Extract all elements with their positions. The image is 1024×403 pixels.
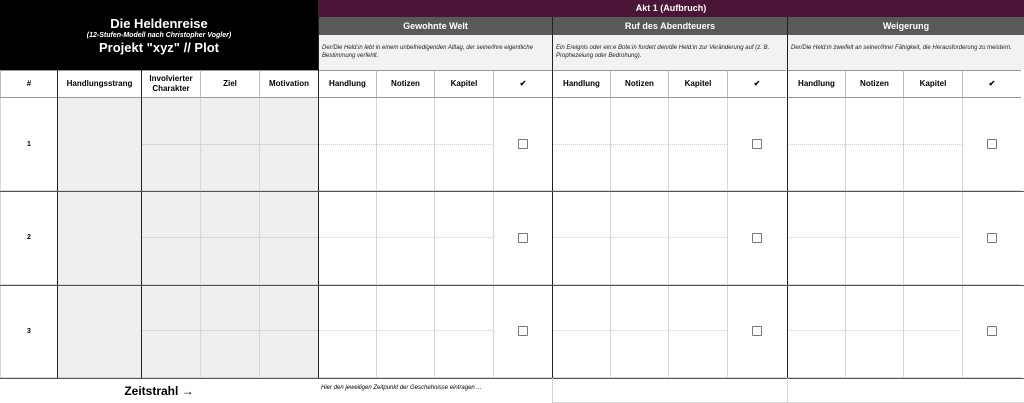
chapter-cell[interactable]	[903, 238, 962, 285]
done-checkbox[interactable]	[518, 326, 528, 336]
row-number: 1	[0, 98, 57, 191]
divider-line	[318, 17, 319, 378]
goal-cell[interactable]	[200, 238, 259, 285]
chapter-cell[interactable]	[434, 331, 493, 378]
character-cell[interactable]	[141, 238, 200, 285]
stage-column-header: ✔	[962, 70, 1021, 98]
timeline-cell[interactable]	[787, 378, 1024, 403]
notes-cell[interactable]	[376, 98, 434, 145]
timeline-label: Zeitstrahl →	[124, 383, 194, 398]
divider-line	[787, 17, 788, 378]
plot-cell[interactable]	[552, 191, 610, 238]
done-checkbox[interactable]	[518, 233, 528, 243]
column-header: Motivation	[259, 70, 318, 98]
timeline-cell[interactable]	[552, 378, 787, 403]
chapter-cell[interactable]	[668, 98, 727, 145]
column-header: Involvierter Charakter	[141, 70, 200, 98]
stage-header-3: Weigerung	[787, 17, 1024, 35]
notes-cell[interactable]	[610, 238, 668, 285]
stage-column-header: Kapitel	[903, 70, 962, 98]
goal-cell[interactable]	[200, 331, 259, 378]
done-cell	[493, 285, 552, 378]
plot-cell[interactable]	[318, 98, 376, 145]
timeline-hint[interactable]: Hier den jeweiligen Zeitpunkt der Geschehnisse eintragen ...	[321, 385, 482, 391]
column-header: Ziel	[200, 70, 259, 98]
notes-cell[interactable]	[376, 238, 434, 285]
stage-column-header: Kapitel	[668, 70, 727, 98]
plot-cell[interactable]	[787, 145, 845, 191]
notes-cell[interactable]	[845, 238, 903, 285]
character-cell[interactable]	[141, 98, 200, 145]
row-number: 3	[0, 285, 57, 378]
notes-cell[interactable]	[376, 285, 434, 331]
done-checkbox[interactable]	[752, 326, 762, 336]
chapter-cell[interactable]	[434, 285, 493, 331]
chapter-cell[interactable]	[903, 285, 962, 331]
character-cell[interactable]	[141, 285, 200, 331]
goal-cell[interactable]	[200, 285, 259, 331]
stage-header-1: Gewohnte Welt	[318, 17, 552, 35]
plot-cell[interactable]	[787, 285, 845, 331]
done-cell	[962, 98, 1021, 191]
notes-cell[interactable]	[610, 331, 668, 378]
divider-line	[552, 17, 553, 378]
plot-cell[interactable]	[318, 238, 376, 285]
storyline-cell[interactable]	[57, 191, 141, 285]
motivation-cell[interactable]	[259, 331, 318, 378]
notes-cell[interactable]	[845, 285, 903, 331]
goal-cell[interactable]	[200, 145, 259, 191]
plot-cell[interactable]	[318, 331, 376, 378]
notes-cell[interactable]	[610, 191, 668, 238]
chapter-cell[interactable]	[434, 98, 493, 145]
motivation-cell[interactable]	[259, 145, 318, 191]
motivation-cell[interactable]	[259, 98, 318, 145]
plot-cell[interactable]	[787, 191, 845, 238]
divider-line	[141, 70, 142, 378]
chapter-cell[interactable]	[903, 145, 962, 191]
notes-cell[interactable]	[376, 145, 434, 191]
plot-cell[interactable]	[552, 98, 610, 145]
stage-column-header: Notizen	[610, 70, 668, 98]
stage-header-2: Ruf des Abendteuers	[552, 17, 787, 35]
goal-cell[interactable]	[200, 98, 259, 145]
stage-description-2: Ein Ereignis oder ein:e Bote:in fordert den/die Held:in zur Veränderung auf (z. B. Prophezeiung oder Bedrohung).	[552, 35, 787, 70]
done-cell	[727, 191, 786, 285]
stage-column-header: Handlung	[787, 70, 845, 98]
row-divider	[0, 191, 1024, 192]
character-cell[interactable]	[141, 191, 200, 238]
notes-cell[interactable]	[610, 285, 668, 331]
plot-cell[interactable]	[552, 145, 610, 191]
stage-column-header: Notizen	[845, 70, 903, 98]
done-cell	[727, 98, 786, 191]
divider-line	[57, 70, 58, 378]
chapter-cell[interactable]	[434, 238, 493, 285]
row-number: 2	[0, 191, 57, 285]
notes-cell[interactable]	[845, 191, 903, 238]
motivation-cell[interactable]	[259, 285, 318, 331]
plot-cell[interactable]	[787, 238, 845, 285]
done-checkbox[interactable]	[987, 326, 997, 336]
chapter-cell[interactable]	[903, 98, 962, 145]
notes-cell[interactable]	[610, 98, 668, 145]
plot-cell[interactable]	[787, 331, 845, 378]
done-cell	[727, 285, 786, 378]
column-header: Handlungsstrang	[57, 70, 141, 98]
title-block	[0, 0, 318, 70]
done-cell	[493, 191, 552, 285]
plot-cell[interactable]	[318, 285, 376, 331]
done-checkbox[interactable]	[752, 139, 762, 149]
character-cell[interactable]	[141, 145, 200, 191]
chapter-cell[interactable]	[668, 238, 727, 285]
chapter-cell[interactable]	[903, 331, 962, 378]
project-title: Projekt "xyz" // Plot	[99, 39, 219, 55]
done-checkbox[interactable]	[518, 139, 528, 149]
stage-column-header: Kapitel	[434, 70, 493, 98]
chapter-cell[interactable]	[668, 191, 727, 238]
chapter-cell[interactable]	[434, 191, 493, 238]
plot-cell[interactable]	[787, 98, 845, 145]
chapter-cell[interactable]	[903, 191, 962, 238]
stage-column-header: Handlung	[318, 70, 376, 98]
plot-cell[interactable]	[318, 145, 376, 191]
motivation-cell[interactable]	[259, 238, 318, 285]
act-header: Akt 1 (Aufbruch)	[318, 0, 1024, 17]
done-cell	[962, 191, 1021, 285]
sheet-title: Die Heldenreise	[110, 15, 208, 31]
goal-cell[interactable]	[200, 191, 259, 238]
motivation-cell[interactable]	[259, 191, 318, 238]
notes-cell[interactable]	[845, 331, 903, 378]
stage-column-header: ✔	[493, 70, 552, 98]
row-divider	[0, 285, 1024, 286]
plot-cell[interactable]	[552, 285, 610, 331]
notes-cell[interactable]	[845, 145, 903, 191]
chapter-cell[interactable]	[668, 145, 727, 191]
chapter-cell[interactable]	[668, 285, 727, 331]
chapter-cell[interactable]	[434, 145, 493, 191]
notes-cell[interactable]	[610, 145, 668, 191]
character-cell[interactable]	[141, 331, 200, 378]
storyline-cell[interactable]	[57, 98, 141, 191]
storyline-cell[interactable]	[57, 285, 141, 378]
stage-description-1: Der/Die Held:in lebt in einem unbefriedigenden Alltag, der seine/ihre eigentliche Bestimmung verfehlt.	[318, 35, 552, 70]
done-cell	[493, 98, 552, 191]
done-checkbox[interactable]	[752, 233, 762, 243]
notes-cell[interactable]	[376, 191, 434, 238]
plot-cell[interactable]	[552, 331, 610, 378]
stage-description-3: Der/Die Held:in zweifelt an seiner/ihrer Fähigkeit, die Herausforderung zu meistern.	[787, 35, 1024, 70]
plot-cell[interactable]	[318, 191, 376, 238]
chapter-cell[interactable]	[668, 331, 727, 378]
done-checkbox[interactable]	[987, 233, 997, 243]
stage-column-header: Handlung	[552, 70, 610, 98]
stage-column-header: Notizen	[376, 70, 434, 98]
notes-cell[interactable]	[376, 331, 434, 378]
notes-cell[interactable]	[845, 98, 903, 145]
stage-column-header: ✔	[727, 70, 786, 98]
done-checkbox[interactable]	[987, 139, 997, 149]
column-header: #	[0, 70, 57, 98]
sheet-subtitle: (12-Stufen-Modell nach Christopher Vogler)	[86, 31, 232, 39]
plot-cell[interactable]	[552, 238, 610, 285]
done-cell	[962, 285, 1021, 378]
